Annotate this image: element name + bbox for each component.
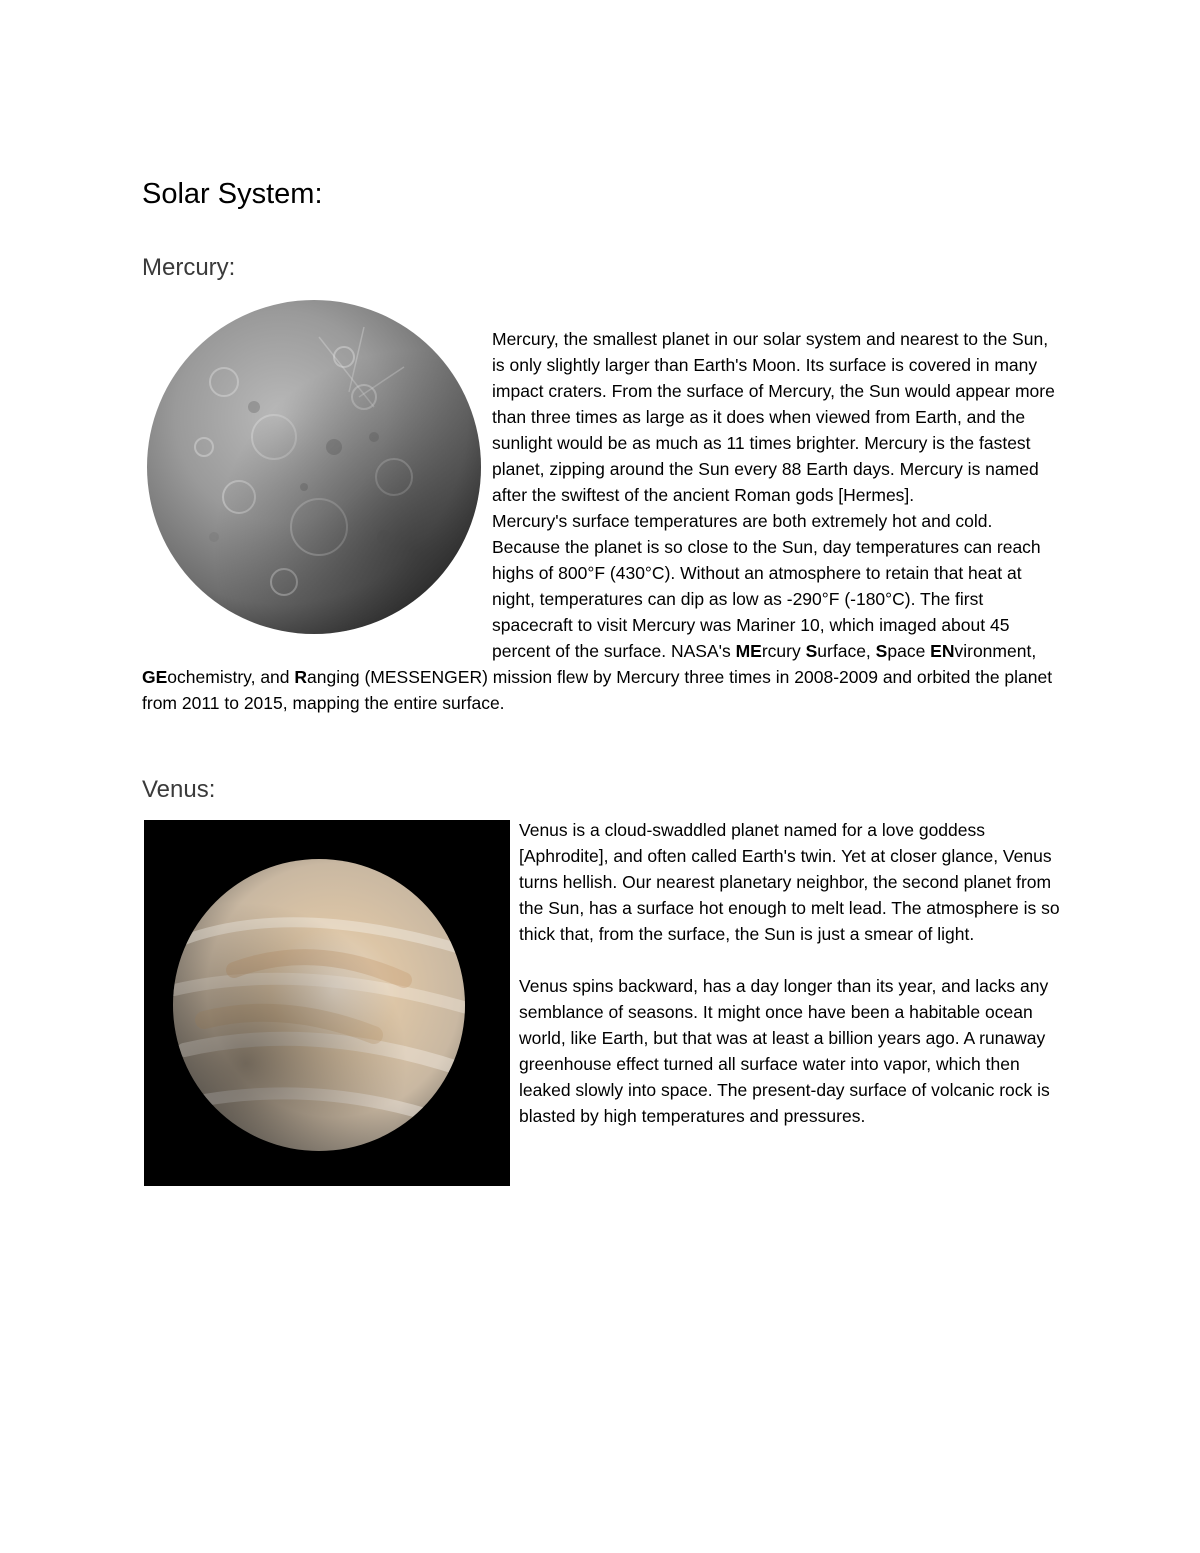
venus-text-block	[519, 817, 1064, 1129]
mercury-image-spacer	[142, 326, 492, 648]
acronym-rcury: rcury	[761, 641, 806, 661]
acronym-urface: urface,	[817, 641, 876, 661]
acronym-r: R	[294, 667, 308, 687]
acronym-s2: S	[875, 641, 888, 661]
acronym-pace: pace	[887, 641, 931, 661]
mercury-paragraph-2-text: Mercury's surface temperatures are both extremely hot and cold. Because the planet is so close to the Sun, day temperatures can reach highs of 800°F (430°C). Without an atmosphere to retain that heat at night, temperatures can dip as low as -290°F (-180°C). The first spacecraft to visit Mercury was Mariner 10, which imaged about 45 percent of the surface. NASA's	[492, 511, 1041, 661]
mercury-text-block	[142, 326, 1064, 716]
venus-paragraph-2: Venus spins backward, has a day longer than its year, and lacks any semblance of seasons. It might once have been a habitable ocean world, like Earth, but that was at least a billion years ago. A runaway greenhouse effect turned all surface water into vapor, which then leaked slowly into space. The present-day surface of volcanic rock is blasted by high temperatures and pressures.	[519, 976, 1050, 1126]
acronym-en: EN	[930, 641, 955, 661]
acronym-ge: GE	[142, 667, 168, 687]
acronym-ochemistry: ochemistry, and	[167, 667, 295, 687]
mercury-paragraph-1: Mercury, the smallest planet in our solar system and nearest to the Sun, is only slightly larger than Earth's Moon. Its surface is covered in many impact craters. From the surface of Mercury, the Sun would appear more than three times as large as it does when viewed from Earth, and the sunlight would be as much as 11 times brighter. Mercury is the fastest planet, zipping around the Sun every 88 Earth days. Mercury is named after the swiftest of the ancient Roman gods [Hermes].	[492, 329, 1055, 505]
venus-planet-image	[144, 820, 510, 1186]
document-title: Solar System:	[142, 178, 323, 210]
mercury-heading: Mercury:	[142, 254, 236, 281]
venus-paragraph-1: Venus is a cloud-swaddled planet named for a love goddess [Aphrodite], and often called Earth's twin. Yet at closer glance, Venus turns hellish. Our nearest planetary neighbor, the second planet from the Sun, has a surface hot enough to melt lead. The atmosphere is so thick that, from the surface, the Sun is just a smear of light.	[519, 820, 1060, 944]
venus-heading: Venus:	[142, 776, 216, 803]
acronym-s1: S	[805, 641, 818, 661]
mercury-paragraph-2-end: anging (MESSENGER) mission flew by Mercury three times in 2008-2009 and orbited the planet from 2011 to 2015, mapping the entire surface.	[142, 667, 1053, 713]
acronym-me: ME	[735, 641, 762, 661]
acronym-vironment: vironment,	[954, 641, 1037, 661]
